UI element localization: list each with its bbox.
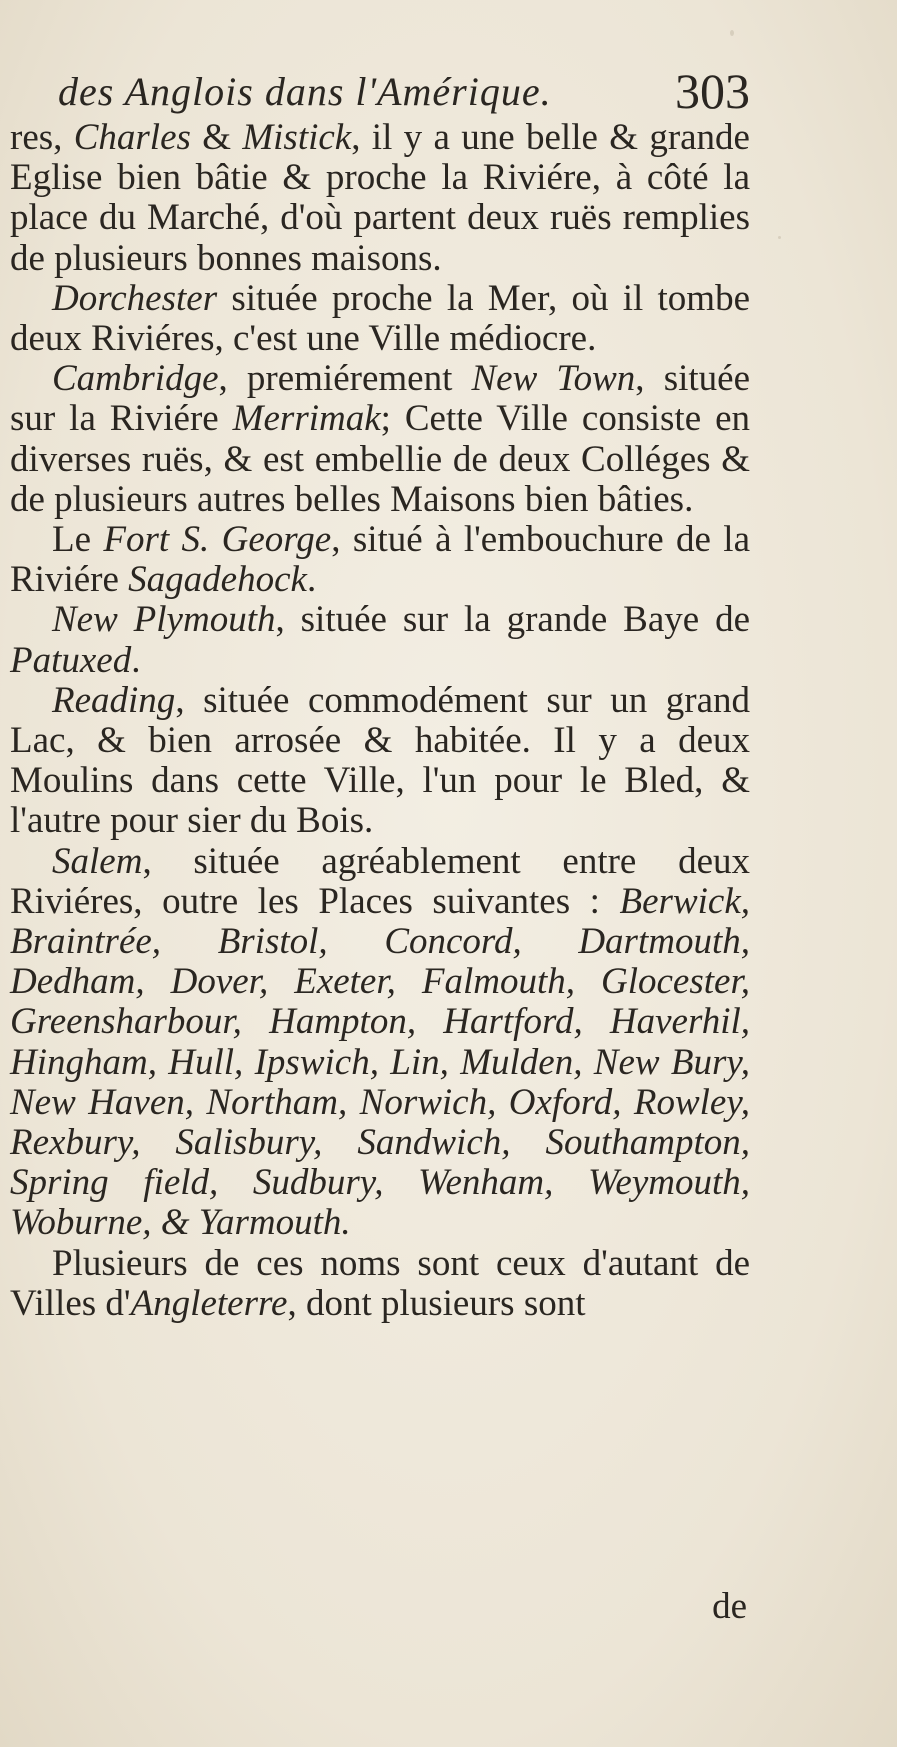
italic-run: Reading xyxy=(52,679,176,721)
page-number: 303 xyxy=(675,63,750,119)
text-run: , premiérement xyxy=(218,358,472,400)
italic-run: Dorchester xyxy=(52,277,218,319)
italic-run: New Plymouth xyxy=(52,599,276,641)
text-run: située proche la Mer, où il tombe deux Riviéres, c'est une Ville médiocre. xyxy=(10,277,750,360)
italic-run: Sagadehock xyxy=(128,559,307,601)
paragraph xyxy=(10,520,750,600)
text-run: Plusieurs de ces noms sont ceux d'autant de Villes d' xyxy=(10,1242,750,1324)
italic-run: Salem xyxy=(52,840,143,882)
text-run: , située sur la grande Baye de xyxy=(275,599,750,641)
italic-run: Mistick xyxy=(242,117,352,158)
text-run: , situé à l'embouchure de la Riviére xyxy=(10,519,751,601)
text-run: Le xyxy=(52,519,104,561)
paragraph xyxy=(10,279,750,359)
paper-spot xyxy=(730,30,734,36)
paragraph xyxy=(10,118,750,279)
text-run: & xyxy=(190,117,243,158)
paragraph xyxy=(10,681,750,842)
text-run: , située agréablement entre deux Riviéres, outre les Places suivantes : xyxy=(10,840,750,922)
text-run: res, xyxy=(10,117,74,158)
text-run: . xyxy=(306,559,317,601)
text-run: , située sur la Riviére xyxy=(10,358,750,440)
italic-run: New Town xyxy=(471,358,636,400)
italic-run: Berwick, Braintrée, Bristol, Concord, Dartmouth, Dedham, Dover, Exeter, Falmouth, Glocester, Greensharbour, Hampton, Hartford, Haverhil, Hingham, Hull, Ipswich, Lin, Mulden, New Bury, New Haven, Northam, Norwich, Oxford, Rowley, Rexbury, Salisbury, Sandwich, Southampton, Spring field, Sudbury, Wenham, Weymouth, Woburne, & Yarmouth. xyxy=(10,880,750,1244)
paragraph xyxy=(10,359,750,520)
text-run: ; Cette Ville consiste en diverses ruës, & est embellie de deux Colléges & de plusieurs autres belles Maisons bien bâties. xyxy=(10,398,750,520)
italic-run: Patuxed xyxy=(10,639,132,681)
paragraph xyxy=(10,1244,750,1324)
paragraph xyxy=(10,600,750,680)
italic-run: Charles xyxy=(73,117,191,158)
catchword: de xyxy=(712,1586,747,1627)
text-run: , il y a une belle & grande Eglise bien bâtie & proche la Riviére, à côté la place du Marché, d'où partent deux ruës remplies de plusieurs bonnes maisons. xyxy=(10,117,750,279)
running-head: des Anglois dans l'Amérique. xyxy=(58,69,552,114)
italic-run: Merrimak xyxy=(232,398,381,440)
italic-run: Angleterre xyxy=(130,1282,288,1324)
paragraph xyxy=(10,842,750,1244)
body-text xyxy=(10,118,750,1324)
italic-run: Cambridge xyxy=(52,358,219,400)
paper-spot xyxy=(778,236,781,239)
text-run: , située commodément sur un grand Lac, & bien arrosée & habitée. Il y a deux Moulins dans cette Ville, l'un pour le Bled, & l'autre pour sier du Bois. xyxy=(10,679,750,842)
italic-run: Fort S. George xyxy=(103,519,332,561)
text-run: . xyxy=(131,639,141,681)
text-run: , dont plusieurs sont xyxy=(287,1282,586,1324)
